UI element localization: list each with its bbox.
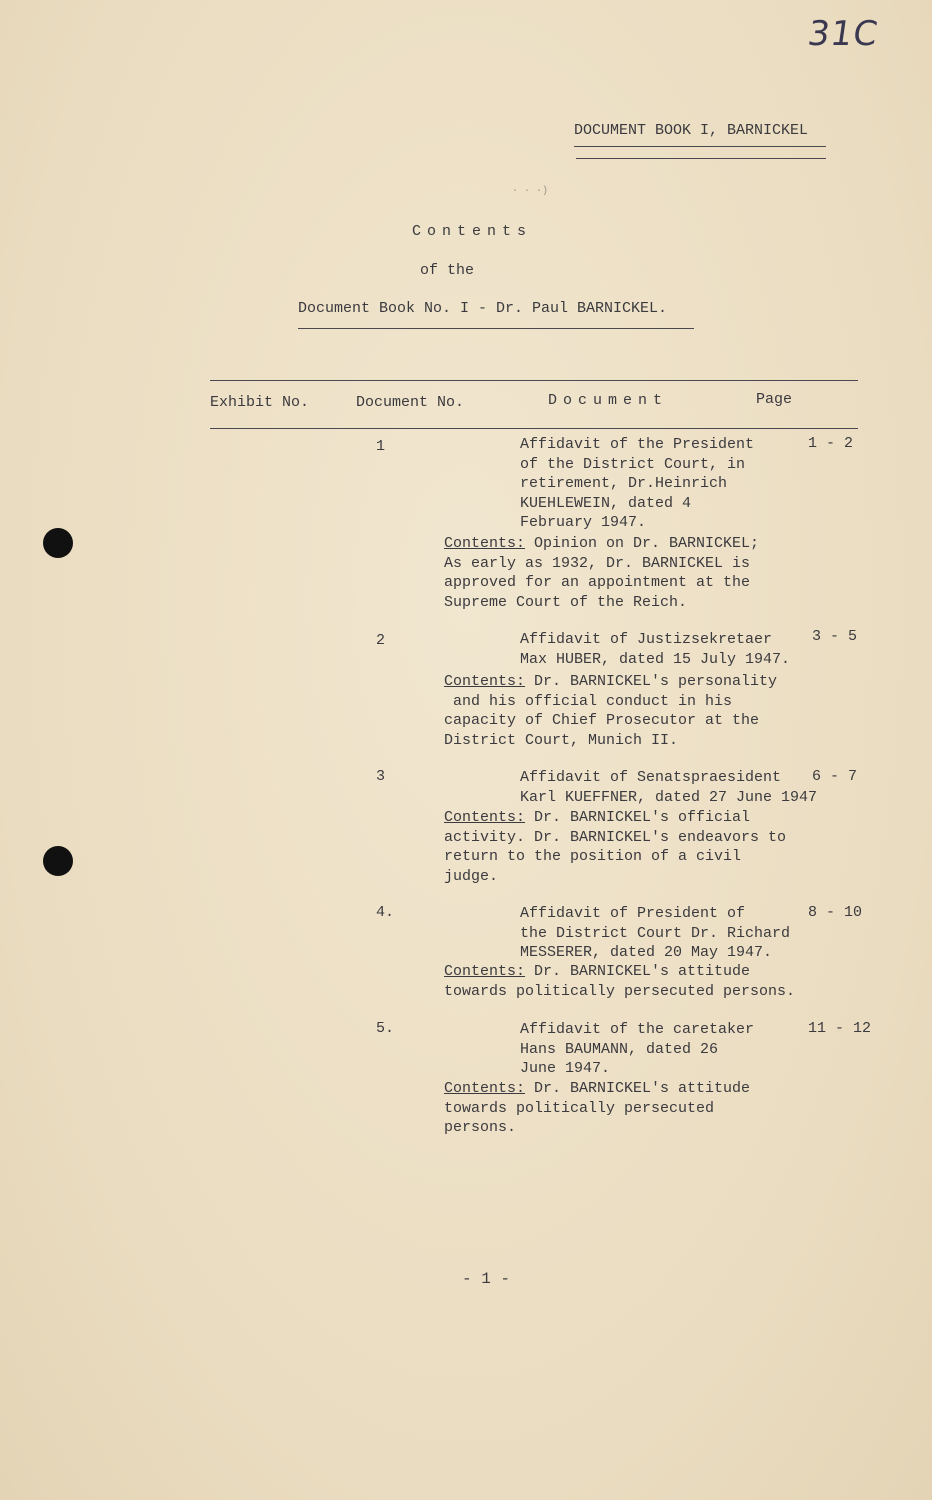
entry-5-contents: Contents: Dr. BARNICKEL's attitude towards politically persecuted persons. bbox=[444, 1080, 751, 1137]
punch-hole-top bbox=[43, 528, 73, 558]
entry-4-description: Affidavit of President of the District Court Dr. Richard MESSERER, dated 20 May 1947. bbox=[520, 905, 791, 962]
entry-2-description: Affidavit of Justizsekretaer Max HUBER, dated 15 July 1947. bbox=[520, 631, 791, 668]
col-document-no: Document No. bbox=[356, 394, 465, 411]
header-rule-1 bbox=[574, 146, 826, 147]
entry-5-pages: 11 - 12 bbox=[808, 1020, 872, 1037]
entry-2-doc-no: 2 bbox=[376, 632, 386, 649]
col-page: Page bbox=[756, 391, 793, 408]
table-top-rule bbox=[210, 380, 858, 381]
smudge-mark: · · ·) bbox=[512, 186, 549, 197]
entry-4-pages: 8 - 10 bbox=[808, 904, 863, 921]
entry-4-contents: Contents: Dr. BARNICKEL's attitude towards politically persecuted persons. bbox=[444, 963, 796, 1000]
entry-2-contents: Contents: Dr. BARNICKEL's personality and his official conduct in his capacity of Chief Prosecutor at the District Court, Munich II. bbox=[444, 673, 778, 749]
page-number: - 1 - bbox=[462, 1270, 511, 1288]
entry-1-pages: 1 - 2 bbox=[808, 435, 854, 452]
contents-title: Contents bbox=[412, 223, 533, 240]
entry-3-contents: Contents: Dr. BARNICKEL's official activity. Dr. BARNICKEL's endeavors to return to the position of a civil judge. bbox=[444, 809, 787, 885]
handwritten-id: 31C bbox=[805, 14, 881, 54]
col-exhibit-no: Exhibit No. bbox=[210, 394, 310, 411]
entry-3-pages: 6 - 7 bbox=[812, 768, 858, 785]
entry-4-doc-no: 4. bbox=[376, 904, 395, 921]
entry-3-description: Affidavit of Senatspraesident Karl KUEFFNER, dated 27 June 1947 bbox=[520, 769, 818, 806]
entry-3-doc-no: 3 bbox=[376, 768, 386, 785]
header-rule-2 bbox=[576, 158, 826, 159]
contents-book-title: Document Book No. I - Dr. Paul BARNICKEL. bbox=[298, 300, 668, 317]
book-title-rule bbox=[298, 328, 694, 329]
entry-5-description: Affidavit of the caretaker Hans BAUMANN, dated 26 June 1947. bbox=[520, 1021, 755, 1078]
entry-2-pages: 3 - 5 bbox=[812, 628, 858, 645]
entry-1-description: Affidavit of the President of the District Court, in retirement, Dr.Heinrich KUEHLEWEIN, dated 4 February 1947. bbox=[520, 436, 755, 532]
entry-1-contents: Contents: Opinion on Dr. BARNICKEL; As early as 1932, Dr. BARNICKEL is approved for an appointment at the Supreme Court of the Reich. bbox=[444, 535, 760, 611]
entry-5-doc-no: 5. bbox=[376, 1020, 395, 1037]
contents-of-the: of the bbox=[420, 262, 475, 279]
document-header: DOCUMENT BOOK I, BARNICKEL bbox=[574, 122, 809, 139]
header-bottom-rule bbox=[210, 428, 858, 429]
punch-hole-bottom bbox=[43, 846, 73, 876]
entry-1-doc-no: 1 bbox=[376, 438, 386, 455]
col-document: Document bbox=[548, 392, 669, 409]
